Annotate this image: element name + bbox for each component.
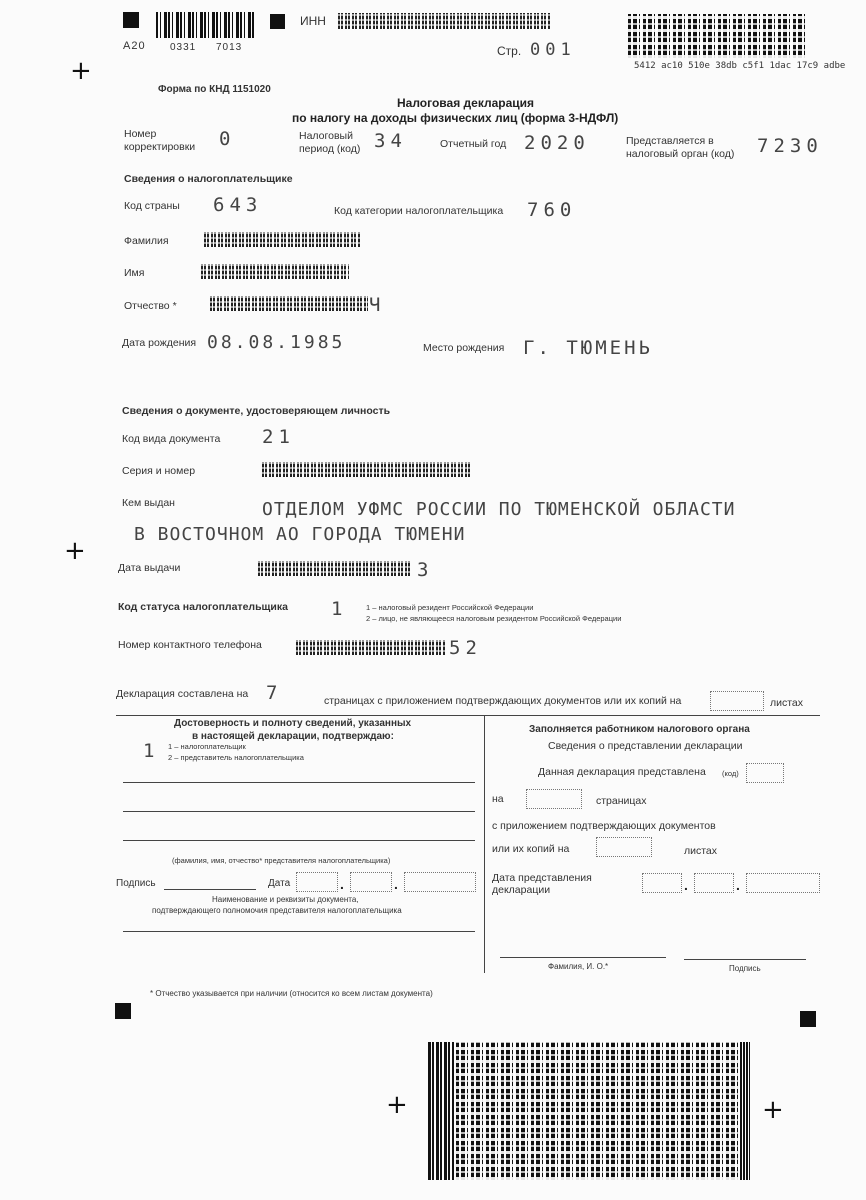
phone-tail: 52 [449,637,482,659]
doc-caption-2: подтверждающего полномочия представителя налогоплательщика [152,906,402,915]
submitted-code-box[interactable] [746,763,784,783]
rep-name-line-2 [123,811,475,812]
section-divider [116,715,820,716]
form-code-part2: 7013 [216,42,243,53]
authority-value: 7230 [757,135,823,157]
on-label: на [492,793,504,805]
form-code-part1: 0331 [170,42,197,53]
top-2d-barcode [628,14,806,58]
fio-line [500,957,666,958]
patronymic-tail: Ч [369,294,386,316]
registration-cross-icon: + [762,1095,784,1125]
office-pages-label: страницах [596,795,647,807]
corner-marker-br [800,1011,816,1027]
left-date-day[interactable] [296,872,338,892]
office-sheets-box[interactable] [596,837,652,857]
patronymic-redacted [210,296,368,311]
pages-suffix: страницах с приложением подтверждающих документов или их копий на [324,695,682,707]
category-label: Код категории налогоплательщика [334,205,504,217]
confirm-option-2: 2 – представитель налогоплательщика [168,753,304,762]
bottom-linear-barcode [428,1042,454,1180]
date-separator: . [736,877,740,893]
corner-marker-bl [115,1003,131,1019]
attach-label: с приложением подтверждающих документов [492,820,716,832]
office-sign-label: Подпись [729,964,761,973]
fio-label: Фамилия, И. О.* [548,962,609,971]
pages-value: 7 [266,682,283,704]
office-sheets-label: листах [684,845,718,857]
status-value: 1 [331,598,348,620]
issue-date-label: Дата выдачи [118,562,181,574]
office-sign-line [684,959,806,960]
column-divider [484,715,485,973]
country-label: Код страны [124,200,180,212]
correction-label: Номер корректировки [124,128,196,154]
left-sign-label: Подпись [116,878,156,889]
registration-cross-icon: + [70,56,92,86]
office-pages-box[interactable] [526,789,582,809]
office-date-year[interactable] [746,873,820,893]
footnote: * Отчество указывается при наличии (относится ко всем листам документа) [150,989,433,998]
name-redacted [201,264,349,279]
series-redacted [262,462,472,477]
patronymic-label: Отчество * [124,300,177,312]
submitted-label: Данная декларация представлена [538,766,706,778]
authority-label: Представляется в налоговый орган (код) [626,135,735,161]
left-date-year[interactable] [404,872,476,892]
doc-line [123,931,475,932]
correction-value: 0 [219,128,236,150]
phone-redacted [296,640,446,655]
form-knd-code: Форма по КНД 1151020 [158,84,271,95]
corner-marker-tl [123,12,139,28]
submitted-code-label: (код) [722,769,739,778]
date-separator: . [394,876,398,892]
issue-date-tail: 3 [417,559,434,581]
year-value: 2020 [524,132,590,154]
copies-label: или их копий на [492,843,570,855]
status-option-1: 1 – налоговый резидент Российской Федерации [366,603,534,612]
registration-cross-icon: + [386,1090,408,1120]
office-date-label-2: декларации [492,884,551,896]
office-date-day[interactable] [642,873,682,893]
confirm-option-1: 1 – налогоплательщик [168,742,246,751]
date-separator: . [684,877,688,893]
form-code-a20: A20 [123,40,146,52]
bottom-linear-barcode-right [740,1042,750,1180]
inn-redacted [338,13,550,29]
document-section-title: Сведения о документе, удостоверяющем личность [122,405,391,417]
surname-redacted [204,232,360,247]
registration-cross-icon: + [64,536,86,566]
period-label: Налоговый период (код) [299,130,361,156]
issued-by-line1: ОТДЕЛОМ УФМС РОССИИ ПО ТЮМЕНСКОЙ ОБЛАСТИ [262,499,736,520]
birthdate-value: 08.08.1985 [207,332,346,353]
birthdate-label: Дата рождения [122,337,197,349]
office-subtitle: Сведения о представлении декларации [548,740,743,752]
rep-name-line-3 [123,840,475,841]
issue-date-redacted [258,561,410,576]
country-value: 643 [213,194,263,216]
doc-title-line1: Налоговая декларация [397,96,535,110]
year-label: Отчетный год [440,138,507,150]
barcode-caption: 5412 ac10 510e 38db c5f1 1dac 17c9 adbe [634,61,846,71]
page-label: Стр. [497,44,522,58]
confirm-title-1: Достоверность и полноту сведений, указанных [174,718,412,729]
office-date-label-1: Дата представления [492,872,592,884]
confirm-value: 1 [143,740,160,762]
status-label: Код статуса налогоплательщика [118,601,288,613]
issued-by-label: Кем выдан [122,497,175,509]
issued-by-line2: В ВОСТОЧНОМ АО ГОРОДА ТЮМЕНИ [134,524,466,545]
pages-label: Декларация составлена на [116,688,249,700]
left-sign-line [164,889,256,890]
category-value: 760 [527,199,577,221]
corner-marker-tr [270,14,285,29]
period-value: 34 [374,130,407,152]
office-date-month[interactable] [694,873,734,893]
doc-title-line2: по налогу на доходы физических лиц (форма 3-НДФЛ) [292,111,619,125]
office-title: Заполняется работником налогового органа [529,724,750,735]
top-linear-barcode [156,12,256,38]
page-number: 001 [530,40,576,60]
inn-label: ИНН [300,14,326,28]
doc-type-label: Код вида документа [122,433,221,445]
rep-name-caption: (фамилия, имя, отчество* представителя налогоплательщика) [172,856,391,865]
taxpayer-section-title: Сведения о налогоплательщике [124,173,293,185]
name-label: Имя [124,267,145,279]
left-date-month[interactable] [350,872,392,892]
birthplace-value: Г. ТЮМЕНЬ [523,337,653,359]
phone-label: Номер контактного телефона [118,639,262,651]
confirm-title-2: в настоящей декларации, подтверждаю: [192,731,394,742]
bottom-2d-barcode [456,1042,742,1180]
surname-label: Фамилия [124,235,169,247]
pages-attach-box[interactable] [710,691,764,711]
pages-sheets-label: листах [770,697,804,709]
rep-name-line-1 [123,782,475,783]
status-option-2: 2 – лицо, не являющееся налоговым резидентом Российской Федерации [366,614,622,623]
doc-type-value: 21 [262,426,295,448]
date-separator: . [340,876,344,892]
series-label: Серия и номер [122,465,196,477]
left-date-label: Дата [268,878,291,889]
birthplace-label: Место рождения [423,342,505,354]
doc-caption-1: Наименование и реквизиты документа, [212,895,359,904]
